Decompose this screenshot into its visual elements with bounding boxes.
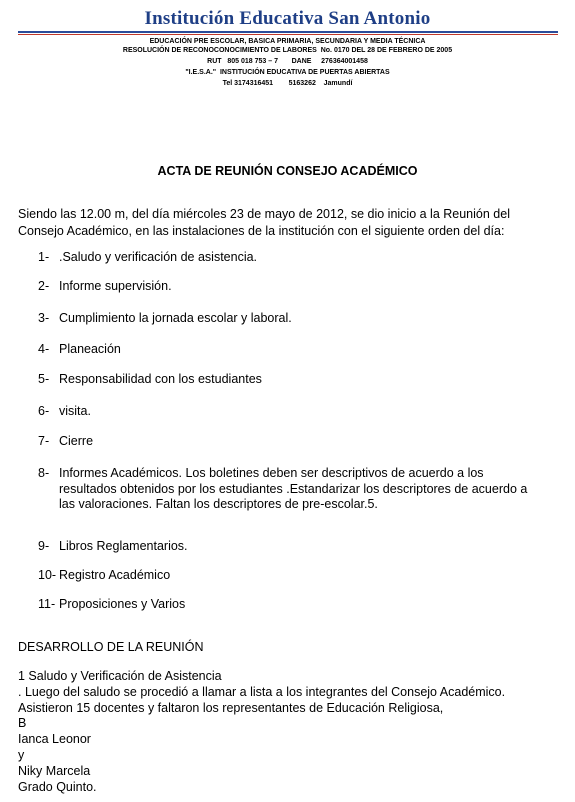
header-divider-red [18, 34, 558, 35]
institution-name: Institución Educativa San Antonio [144, 8, 431, 29]
agenda-item-text: Informes Académicos. Los boletines deben ser descriptivos de acuerdo a los resultados obtenidos por los estudiantes .Estandarizar los descriptores de acuerdo a las valoraciones. Faltan los descriptores de pre-escolar.5. [59, 466, 528, 511]
agenda-item-text: .Saludo y verificación de asistencia. [59, 250, 258, 264]
header-divider-blue [18, 31, 558, 33]
agenda-item-number: 10- [38, 568, 57, 582]
document-title: ACTA DE REUNIÓN CONSEJO ACADÉMICO [157, 164, 418, 178]
header-line-slogan: "I.E.S.A." INSTITUCIÓN EDUCATIVA DE PUERTAS ABIERTAS [185, 69, 390, 76]
development-heading: DESARROLLO DE LA REUNIÓN [18, 640, 204, 654]
agenda-item-text: Libros Reglamentarios. [59, 539, 188, 553]
agenda-item-number: 8- [38, 466, 50, 480]
agenda-item-number: 3- [38, 311, 50, 325]
agenda-item-number: 7- [38, 434, 50, 448]
agenda-item-text: Planeación [59, 342, 121, 356]
agenda-item-number: 6- [38, 404, 50, 418]
development-line: Asistieron 15 docentes y faltaron los representantes de Educación Religiosa, [18, 700, 444, 715]
header-line-rut-dane: RUT 805 018 753 – 7 DANE 276364001458 [207, 58, 368, 65]
agenda-item-number: 9- [38, 539, 50, 553]
agenda-item-number: 4- [38, 342, 50, 356]
agenda-item-text: Proposiciones y Varios [59, 597, 186, 611]
header-line-resolution: RESOLUCIÓN DE RECONOCONOCIMIENTO DE LABORES No. 0170 DEL 28 DE FEBRERO DE 2005 [122, 47, 453, 54]
development-line: . Luego del saludo se procedió a llamar a lista a los integrantes del Consejo Académico. [18, 684, 506, 699]
development-line: 1 Saludo y Verificación de Asistencia [18, 669, 222, 683]
development-line: Ianca Leonor [18, 732, 91, 747]
agenda-item-text: Cumplimiento la jornada escolar y laboral. [59, 311, 292, 325]
agenda-item-number: 1- [38, 250, 50, 264]
agenda-item-text: Responsabilidad con los estudiantes [59, 372, 262, 386]
development-line: Niky Marcela [18, 763, 91, 778]
agenda-item-text: Cierre [59, 434, 94, 448]
header-line-phone: Tel 3174316451 5163262 Jamundí [222, 80, 353, 87]
agenda-item-number: 11- [38, 597, 56, 611]
development-line: y [18, 747, 25, 762]
agenda-item-text: Registro Académico [59, 568, 171, 582]
development-line: Grado Quinto. [18, 779, 97, 794]
development-line: B [18, 716, 27, 731]
header-line-education-levels: EDUCACIÓN PRE ESCOLAR, BASICA PRIMARIA, SECUNDARIA Y MEDIA TÉCNICA [149, 38, 426, 45]
agenda-item-text: Informe supervisión. [59, 279, 172, 293]
agenda-item-number: 2- [38, 279, 50, 293]
agenda-item-number: 5- [38, 372, 50, 386]
development-paragraph [18, 669, 563, 795]
agenda-item-text: visita. [59, 404, 91, 418]
intro-paragraph: Siendo las 12.00 m, del día miércoles 23 de mayo de 2012, se dio inicio a la Reunión del Consejo Académico, en las instalaciones de la institución con el siguiente orden del día: [18, 207, 510, 238]
